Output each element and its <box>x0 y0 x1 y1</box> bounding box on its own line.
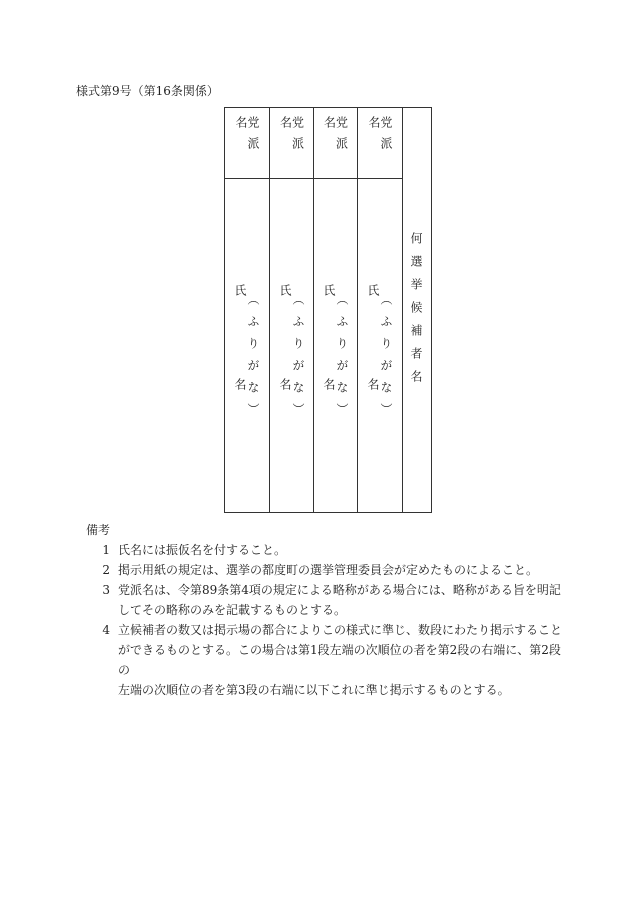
poster-layout-table <box>224 107 432 513</box>
furigana-label: （ふりがな） <box>379 293 393 425</box>
furigana-label: （ふりがな） <box>246 293 260 425</box>
remarks-title: 備考 <box>86 523 111 537</box>
remark-item-1 <box>86 540 566 560</box>
candidate-column-1 <box>225 108 270 512</box>
name-label: 氏名 <box>233 284 247 390</box>
remark-number: 3 <box>102 583 110 597</box>
remark-text: 立候補者の数又は掲示場の都合によりこの様式に準じ、数段にわたり掲示すること ができるものとする。この場合は第1段左端の次順位の者を第2段の右端に、第2段の 左端の次順位の者を第3段の右端に以下これに準じ掲示するものとする。 <box>118 623 563 697</box>
party-name-cell <box>358 108 402 179</box>
party-name-label: 党派名 <box>278 116 305 158</box>
remark-number: 4 <box>102 623 110 637</box>
name-label: 氏名 <box>366 284 380 390</box>
party-name-label: 党派名 <box>322 116 349 158</box>
remark-item-3 <box>86 580 566 620</box>
remarks-section <box>86 520 566 700</box>
remark-text: 党派名は、令第89条第4項の規定による略称がある場合には、略称がある旨を明記 してその略称のみを記載するものとする。 <box>118 583 561 617</box>
name-label: 氏名 <box>278 284 292 390</box>
party-name-label: 党派名 <box>234 116 260 158</box>
remark-item-4 <box>86 620 566 700</box>
party-name-cell <box>314 108 357 179</box>
candidate-column-4 <box>358 108 403 512</box>
candidate-column-3 <box>314 108 358 512</box>
furigana-label: （ふりがな） <box>335 293 349 425</box>
furigana-label: （ふりがな） <box>291 293 305 425</box>
election-header-column <box>401 108 431 512</box>
remark-text: 掲示用紙の規定は、選挙の都度町の選挙管理委員会が定めたものによること。 <box>118 563 539 577</box>
party-name-cell <box>270 108 313 179</box>
election-header-label: 何選挙候補者名 <box>409 232 423 393</box>
remark-number: 2 <box>102 563 110 577</box>
remark-number: 1 <box>102 543 110 557</box>
remark-text: 氏名には振仮名を付すること。 <box>118 543 287 557</box>
name-label: 氏名 <box>322 284 336 390</box>
candidate-column-2 <box>270 108 314 512</box>
remark-item-2 <box>86 560 566 580</box>
party-name-label: 党派名 <box>367 116 393 158</box>
form-title: 様式第9号（第16条関係） <box>76 84 219 98</box>
party-name-cell <box>225 108 269 179</box>
